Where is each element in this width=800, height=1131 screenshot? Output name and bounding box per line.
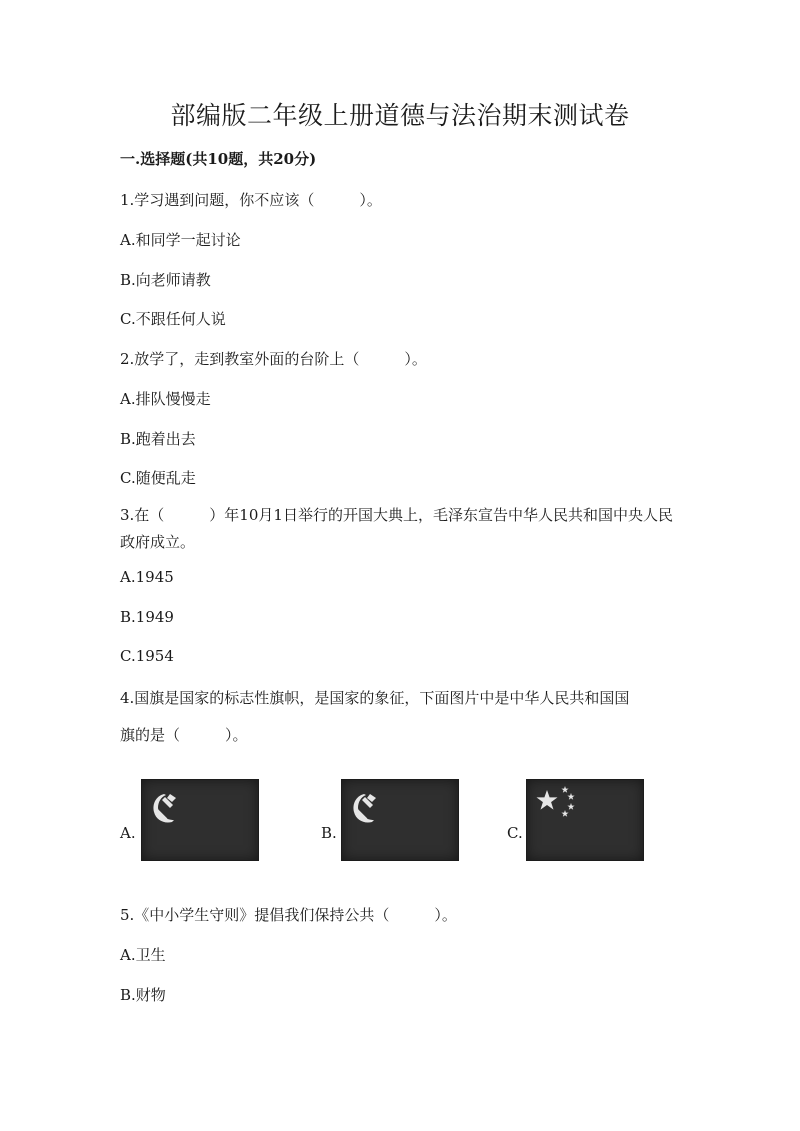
question-2-option-b: B.跑着出去 bbox=[120, 430, 196, 448]
question-5-option-a: A.卫生 bbox=[120, 946, 166, 964]
page-title: 部编版二年级上册道德与法治期末测试卷 bbox=[170, 101, 630, 130]
question-5-option-b: B.财物 bbox=[120, 986, 166, 1004]
question-4-option-a-label: A. bbox=[120, 824, 136, 842]
question-3-option-c: C.1954 bbox=[120, 647, 174, 665]
question-3-option-b: B.1949 bbox=[120, 608, 174, 626]
party-flag-icon bbox=[341, 779, 459, 861]
question-5-stem: 5.《中小学生守则》提倡我们保持公共（ ）。 bbox=[120, 906, 457, 924]
question-1-option-b: B.向老师请教 bbox=[120, 271, 211, 289]
question-1-option-c: C.不跟任何人说 bbox=[120, 310, 226, 328]
question-3-option-a: A.1945 bbox=[120, 568, 174, 586]
question-2-option-a: A.排队慢慢走 bbox=[120, 390, 211, 408]
question-4-stem-line-1: 4.国旗是国家的标志性旗帜，是国家的象征，下面图片中是中华人民共和国国 bbox=[120, 689, 630, 707]
party-flag-icon bbox=[141, 779, 259, 861]
question-3-stem: 3.在（ ）年10月1日举行的开国大典上，毛泽东宣告中华人民共和国中央人民政府成立。 bbox=[120, 506, 673, 551]
section-heading: 一.选择题(共10题，共20分) bbox=[120, 150, 317, 168]
question-4-stem-line-2: 旗的是（ ）。 bbox=[120, 726, 248, 744]
question-2-stem: 2.放学了，走到教室外面的台阶上（ ）。 bbox=[120, 350, 427, 368]
question-2-option-c: C.随便乱走 bbox=[120, 469, 196, 487]
question-4-option-b-label: B. bbox=[321, 824, 337, 842]
question-1-option-a: A.和同学一起讨论 bbox=[120, 231, 241, 249]
question-1-stem: 1.学习遇到问题，你不应该（ ）。 bbox=[120, 191, 382, 209]
question-4-option-c-label: C. bbox=[507, 824, 523, 842]
national-flag-icon bbox=[526, 779, 644, 861]
